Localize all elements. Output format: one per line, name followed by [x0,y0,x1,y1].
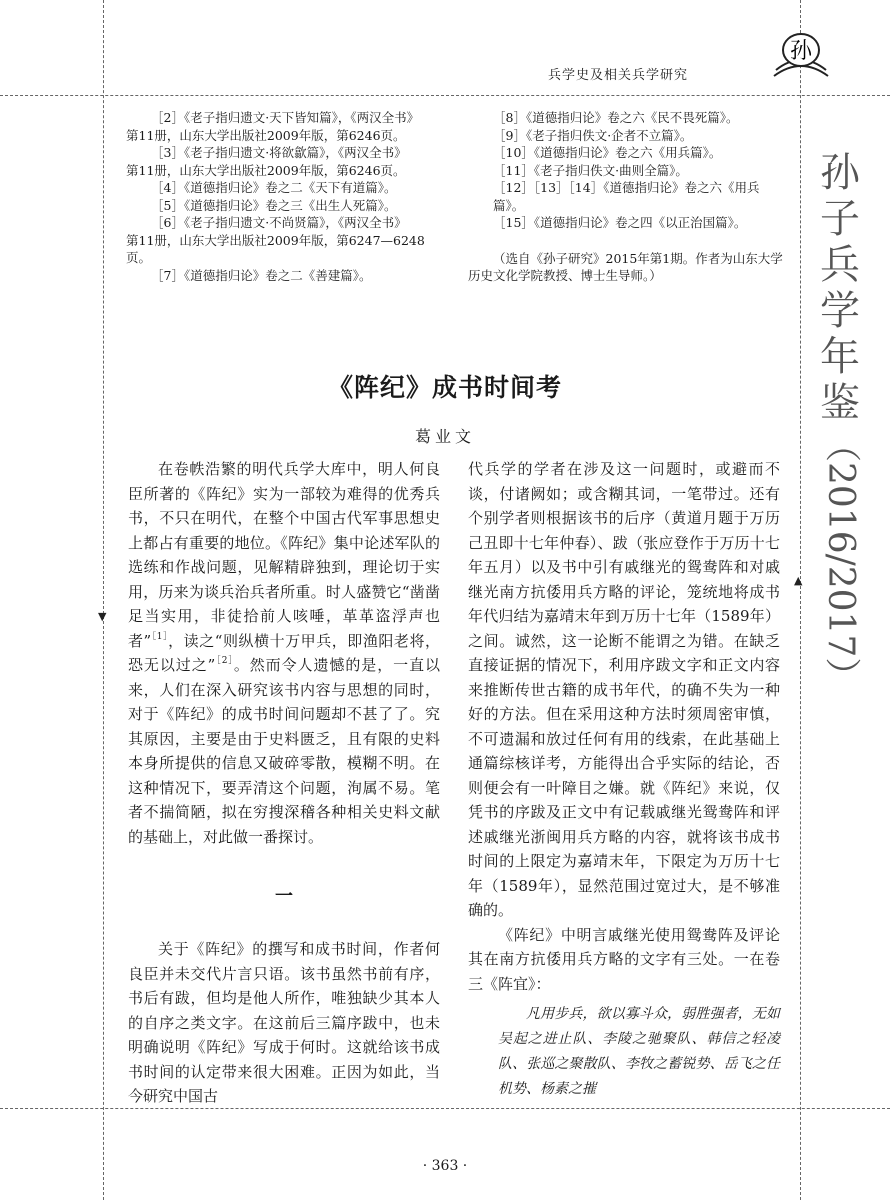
source-note: （选自《孙子研究》2015年第1期。作者为山东大学历史文化学院教授、博士生导师。） [468,250,783,283]
right-dash-line [800,0,801,1200]
note-line: ［4］《道德指归论》卷之二《天下有道篇》。 [151,180,397,195]
paragraph: 代兵学的学者在涉及这一问题时，或避而不谈，付诸阙如；或含糊其词，一笔带过。还有个别学者则根据该书的后序（黄道月题于万历己丑即十七年仲春）、跋（张应登作于万历十七年五月）以及书中引有戚继光的鸳鸯阵和对戚继光南方抗倭用兵方略的评论，笼统地将成书年代归结为嘉靖末年到万历十七年（1589年）之间。诚然，这一论断不能谓之为错。在缺乏直接证据的情况下，利用序跋文字和正文内容来推断传世古籍的成书年代，的确不失为一种好的方法。但在采用这种方法时须周密审慎，不可遗漏和放过任何有用的线索，在此基础上通篇综核详考，方能得出合乎实际的结论，否则便会有一叶障目之嫌。就《阵纪》来说，仅凭书的序跋及正文中有记载戚继光鸳鸯阵和评述戚继光浙闽用兵方略的内容，就将该书成书时间的上限定为嘉靖末年，下限定为万历十七年（1589年），显然范围过宽过大，是不够准确的。 [468,460,780,919]
yearbook-logo [768,20,834,86]
note-line: 第11册，山东大学出版社2009年版，第6246页。 [126,127,406,143]
left-dash-line [103,0,104,1200]
side-char: 孙 [820,150,860,196]
footnote-ref[interactable]: ［1］ [151,631,169,642]
right-arrow-icon: ▲ [794,574,803,587]
article-title: 《阵纪》成书时间考 [327,373,562,402]
intro-text-a: 在卷帙浩繁的明代兵学大库中，明人何良臣所著的《阵纪》实为一部较为难得的优秀兵书，不只在明代，在整个中国古代军事思想史上都占有重要的地位。《阵纪》集中论述军队的选练和作战问题，见解精辟独到，理论切于实用，历来为谈兵治兵者所重。时人盛赞它“凿凿足当实用，非徒拾前人咳唾，革革盗浮声也者” [128,460,440,650]
note-line: ［12］［13］［14］《道德指归论》卷之六《用兵篇》。 [493,180,760,213]
side-char: 子 [820,196,860,242]
logo-text: 孙 [789,39,813,64]
intro-text-c: 。然而令人遗憾的是，一直以来，人们在深入研究该书内容与思想的同时，对于《阵纪》的成书时间问题却不甚了了。究其原因，主要是由于史料匮乏，且有限的史料本身所提供的信息又破碎零散，模糊不明。在这种情况下，要弄清这个问题，洵属不易。笔者不揣简陋，拟在穷搜深稽各种相关史料文献的基础上，对此做一番探讨。 [128,656,441,846]
notes-left [126,109,446,284]
note-line: 第11册，山东大学出版社2009年版，第6246页。 [126,162,406,178]
block-quote: 凡用步兵，欲以寡斗众，弱胜强者，无如吴起之进止队、李陵之驰聚队、韩信之轻凌队、张巡之聚散队、李牧之蓄锐势、岳飞之任机势、杨素之摧 [498,1006,780,1097]
intro-text-b: ，读之“则纵横十万甲兵，即渔阳老将，恐无以过之” [128,631,441,674]
note-line: ［5］《道德指归论》卷之三《出生人死篇》。 [151,197,397,213]
note-line: ［3］《老子指归遗文·将欲歙篇》，《两汉全书》 [151,145,407,160]
side-char: 年 [820,334,860,380]
page-number: · 363 · [422,1158,468,1174]
paragraph: 关于《阵纪》的撰写和成书时间，作者何良臣并未交代片言只语。该书虽然书前有序，书后有跋，但均是他人所作，唯独缺少其本人的自序之类文字。在这前后三篇序跋中，也未明确说明《阵纪》写成于何时。这就给该书成书时间的认定带来很大困难。正因为如此，当今研究中国古 [128,940,440,1105]
section-heading: 一 [275,886,293,907]
side-char: 鉴 [820,380,860,426]
note-line: ［8］《道德指归论》卷之六《民不畏死篇》。 [493,110,739,125]
note-line: ［15］《道德指归论》卷之四《以正治国篇》。 [493,215,747,230]
note-line: ［10］《道德指归论》卷之六《用兵篇》。 [493,145,722,160]
note-line: 第11册，山东大学出版社2009年版，第6247—6248页。 [126,232,425,265]
side-char: 学 [820,288,860,334]
body-column-left [128,457,440,1109]
article-author: 葛业文 [414,427,475,446]
left-arrow-icon: ▼ [98,610,107,623]
body-column-right [468,457,780,1102]
top-dash-line [0,95,890,96]
paragraph: 《阵纪》中明言戚继光使用鸳鸯阵及评论其在南方抗倭用兵方略的文字有三处。一在卷三《阵宜》： [468,925,780,993]
footnote-ref[interactable]: ［2］ [215,656,234,666]
running-header: 兵学史及相关兵学研究 [548,68,689,83]
side-char: 兵 [820,242,860,288]
note-line: ［7］《道德指归论》卷之二《善建篇》。 [151,267,372,283]
note-line: ［2］《老子指归遗文·天下皆知篇》，《两汉全书》 [151,110,420,125]
note-line: ［6］《老子指归遗文·不尚贤篇》，《两汉全书》 [151,215,407,230]
notes-right [468,109,788,285]
paragraph-intro [128,457,440,849]
note-line: ［9］《老子指归佚文·企者不立篇》。 [493,127,693,143]
note-line: ［11］《老子指归佚文·曲则全篇》。 [493,162,688,178]
side-year: （2016/2017） [820,426,861,694]
